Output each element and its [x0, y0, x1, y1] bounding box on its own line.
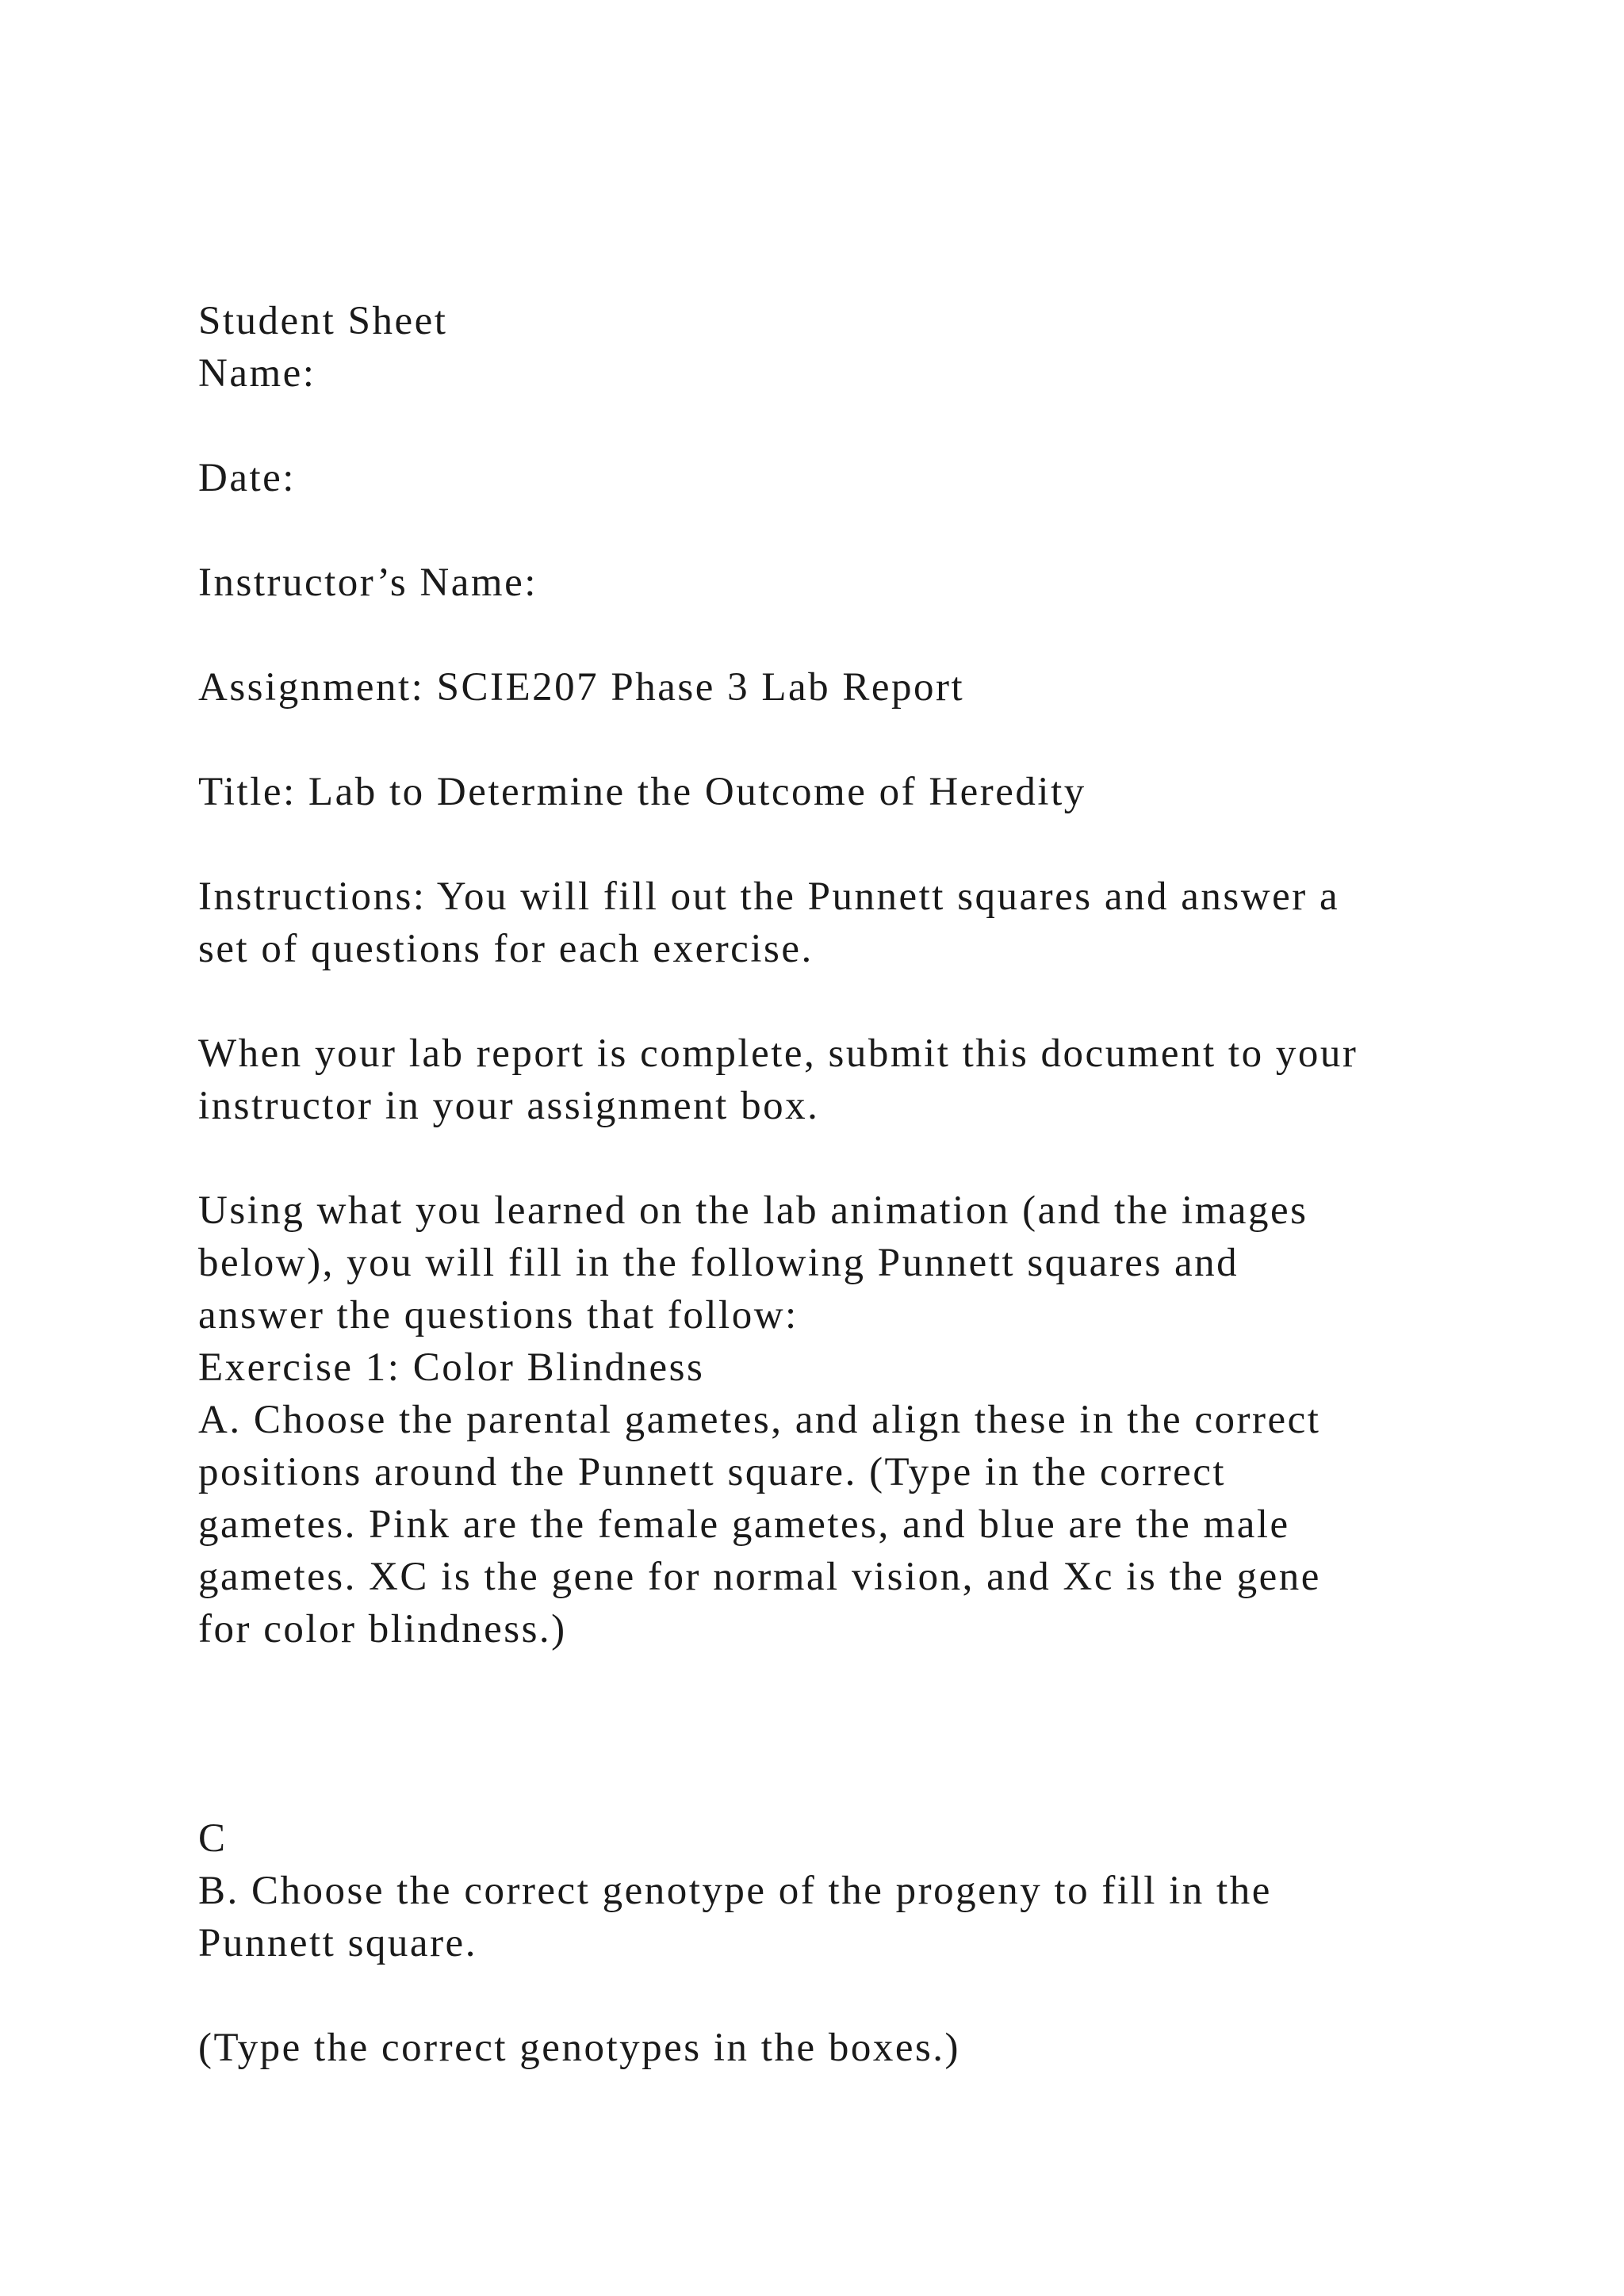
text-line: gametes. XC is the gene for normal vision, and Xc is the gene [198, 1555, 1321, 1599]
text-line: A. Choose the parental gametes, and align these in the correct [198, 1398, 1321, 1442]
submission-paragraph [198, 1027, 1507, 1132]
text-line: positions around the Punnett square. (Type in the correct [198, 1450, 1227, 1494]
part-b-note: (Type the correct genotypes in the boxes.) [198, 2026, 961, 2070]
name-label: Name: [198, 351, 316, 396]
date-label: Date: [198, 456, 296, 500]
text-line: set of questions for each exercise. [198, 927, 814, 971]
text-line: for color blindness.) [198, 1607, 567, 1651]
intro-paragraph [198, 1184, 1507, 1341]
lab-title: Title: Lab to Determine the Outcome of Heredity [198, 770, 1086, 814]
part-b-paragraph [198, 1865, 1507, 1969]
text-line: gametes. Pink are the female gametes, and blue are the male [198, 1502, 1290, 1547]
text-line: B. Choose the correct genotype of the progeny to fill in the [198, 1869, 1272, 1913]
stray-letter: C [198, 1816, 228, 1861]
text-line: answer the questions that follow: [198, 1293, 799, 1337]
instructor-label: Instructor’s Name: [198, 561, 538, 605]
text-line: Punnett square. [198, 1921, 477, 1965]
sheet-title: Student Sheet [198, 299, 448, 343]
text-line: below), you will fill in the following Punnett squares and [198, 1241, 1239, 1285]
text-line: instructor in your assignment box. [198, 1084, 820, 1128]
instructions-paragraph [198, 871, 1507, 975]
exercise-heading: Exercise 1: Color Blindness [198, 1345, 705, 1390]
document-body [198, 295, 1507, 2074]
text-line: Using what you learned on the lab animation (and the images [198, 1188, 1308, 1233]
assignment-line: Assignment: SCIE207 Phase 3 Lab Report [198, 665, 965, 710]
text-line: When your lab report is complete, submit this document to your [198, 1031, 1358, 1076]
text-line: Instructions: You will fill out the Punnett squares and answer a [198, 874, 1340, 919]
part-a-paragraph [198, 1394, 1507, 1655]
